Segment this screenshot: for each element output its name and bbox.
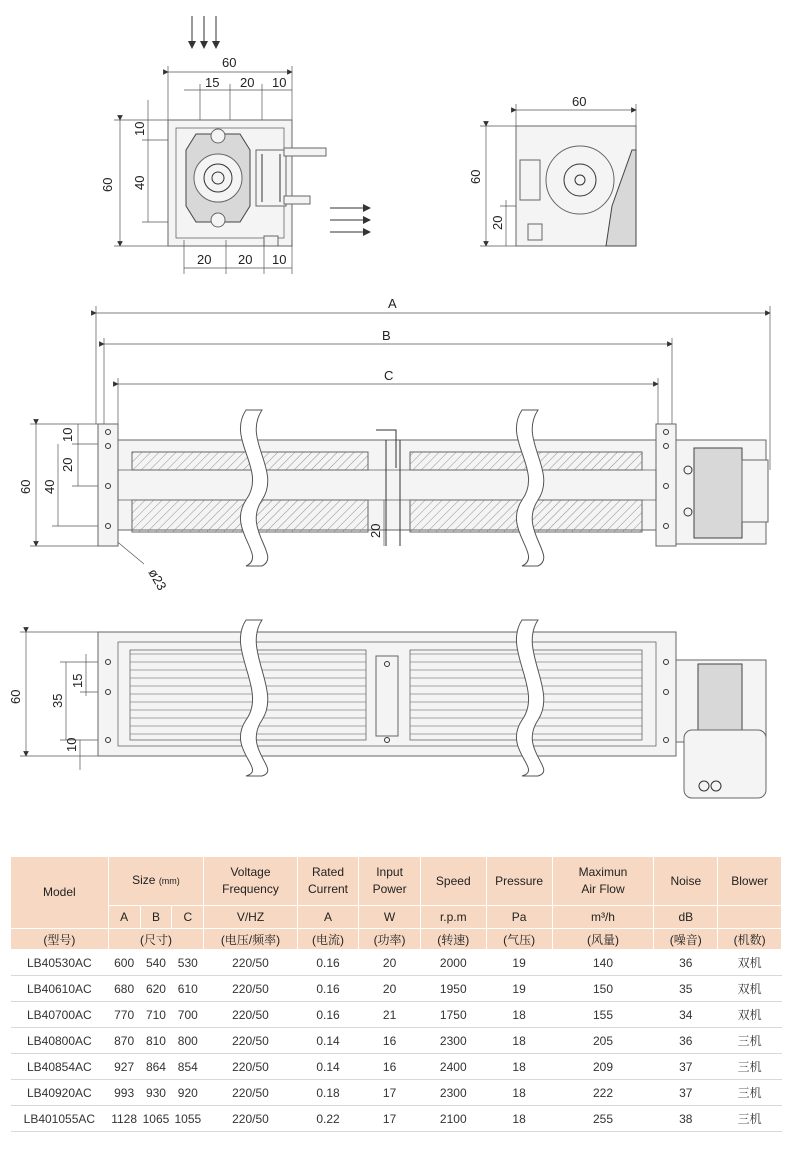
table-cell: 220/50	[204, 1002, 297, 1028]
table-cell: LB40530AC	[11, 950, 109, 976]
table-cell: 600	[108, 950, 140, 976]
cn-noise: (噪音)	[654, 929, 718, 950]
top-view	[18, 296, 770, 593]
end-view-left	[100, 16, 370, 274]
dim-10-mid: 10	[60, 427, 75, 442]
dim-B: B	[382, 328, 391, 343]
table-cell: 710	[140, 1002, 172, 1028]
table-cell: 810	[140, 1028, 172, 1054]
table-cell: 0.14	[297, 1054, 359, 1080]
dim-60-mid: 60	[18, 479, 33, 494]
table-cell: 34	[654, 1002, 718, 1028]
airflow-out-arrows	[330, 208, 370, 232]
table-cell: 530	[172, 950, 204, 976]
table-cell: LB40800AC	[11, 1028, 109, 1054]
table-cell: 双机	[718, 976, 782, 1002]
unit-power: W	[359, 906, 421, 929]
dim-20-right-side: 20	[490, 215, 505, 230]
dim-20-top: 20	[240, 75, 255, 90]
table-cell: 920	[172, 1080, 204, 1106]
cn-model: (型号)	[11, 929, 109, 950]
table-cell: 三机	[718, 1028, 782, 1054]
unit-speed: r.p.m	[420, 906, 486, 929]
table-cell: 220/50	[204, 1080, 297, 1106]
dim-40-mid: 40	[42, 479, 57, 494]
table-row	[11, 976, 782, 1002]
table-cell: 1950	[420, 976, 486, 1002]
cn-pressure: (气压)	[486, 929, 552, 950]
dim-60-top: 60	[222, 55, 237, 70]
table-cell: 0.18	[297, 1080, 359, 1106]
header-size: Size (mm)	[108, 857, 204, 906]
header-airflow: Maximun Air Flow	[552, 857, 654, 906]
dim-15: 15	[205, 75, 220, 90]
table-cell: 540	[140, 950, 172, 976]
unit-pressure: Pa	[486, 906, 552, 929]
cn-power: (功率)	[359, 929, 421, 950]
table-cell: 220/50	[204, 1028, 297, 1054]
table-cell: 16	[359, 1028, 421, 1054]
table-cell: 255	[552, 1106, 654, 1132]
dim-20-bottom-b: 20	[238, 252, 253, 267]
table-cell: 0.14	[297, 1028, 359, 1054]
table-row	[11, 950, 782, 976]
table-cell: 140	[552, 950, 654, 976]
table-cell: 0.16	[297, 1002, 359, 1028]
dim-A: A	[388, 296, 397, 311]
table-cell: 1055	[172, 1106, 204, 1132]
table-cell: 18	[486, 1054, 552, 1080]
dim-35-bottom: 35	[50, 693, 65, 708]
table-row	[11, 1028, 782, 1054]
table-cell: 38	[654, 1106, 718, 1132]
end-view-right	[468, 94, 636, 246]
table-cell: 770	[108, 1002, 140, 1028]
cn-speed: (转速)	[420, 929, 486, 950]
table-cell: LB40920AC	[11, 1080, 109, 1106]
table-cell: 16	[359, 1054, 421, 1080]
table-cell: LB40700AC	[11, 1002, 109, 1028]
header-noise: Noise	[654, 857, 718, 906]
dim-10-bottom: 10	[64, 737, 79, 752]
unit-blower	[718, 906, 782, 929]
table-cell: 222	[552, 1080, 654, 1106]
table-cell: 700	[172, 1002, 204, 1028]
table-cell: LB401055AC	[11, 1106, 109, 1132]
unit-b: B	[140, 906, 172, 929]
table-cell: 三机	[718, 1106, 782, 1132]
unit-a: A	[108, 906, 140, 929]
dim-60-right-top: 60	[572, 94, 587, 109]
dim-15-bottom: 15	[70, 673, 85, 688]
dim-diameter-23: ø23	[145, 566, 170, 593]
table-cell: 37	[654, 1054, 718, 1080]
table-cell: 21	[359, 1002, 421, 1028]
table-row	[11, 1002, 782, 1028]
table-cell: 610	[172, 976, 204, 1002]
table-cell: 220/50	[204, 950, 297, 976]
table-cell: 680	[108, 976, 140, 1002]
table-cell: LB40610AC	[11, 976, 109, 1002]
header-pressure: Pressure	[486, 857, 552, 906]
table-cell: 927	[108, 1054, 140, 1080]
table-cell: 36	[654, 950, 718, 976]
table-cell: 17	[359, 1080, 421, 1106]
dim-10-left: 10	[132, 121, 147, 136]
table-cell: 209	[552, 1054, 654, 1080]
table-cell: 18	[486, 1106, 552, 1132]
table-cell: 155	[552, 1002, 654, 1028]
table-cell: 1750	[420, 1002, 486, 1028]
table-cell: 双机	[718, 950, 782, 976]
table-cell: 2000	[420, 950, 486, 976]
cn-size: (尺寸)	[108, 929, 204, 950]
table-cell: 220/50	[204, 976, 297, 1002]
table-cell: 620	[140, 976, 172, 1002]
table-cell: 1065	[140, 1106, 172, 1132]
spec-table	[10, 856, 782, 1132]
table-cell: 18	[486, 1028, 552, 1054]
cn-voltage: (电压/频率)	[204, 929, 297, 950]
table-header-row	[11, 857, 782, 906]
dim-10-bottom: 10	[272, 252, 287, 267]
table-cell: 205	[552, 1028, 654, 1054]
table-cell: 19	[486, 950, 552, 976]
airflow-in-arrows	[192, 16, 216, 48]
spec-table-body	[11, 950, 782, 1132]
dim-20-mid: 20	[60, 457, 75, 472]
table-cell: LB40854AC	[11, 1054, 109, 1080]
dim-20-bottom-a: 20	[197, 252, 212, 267]
table-cell: 36	[654, 1028, 718, 1054]
cn-blower: (机数)	[718, 929, 782, 950]
header-model: Model	[11, 857, 109, 929]
cn-current: (电流)	[297, 929, 359, 950]
table-cell: 18	[486, 1002, 552, 1028]
table-cell: 2300	[420, 1080, 486, 1106]
table-cell: 2400	[420, 1054, 486, 1080]
dim-60-right-side: 60	[468, 169, 483, 184]
unit-c: C	[172, 906, 204, 929]
table-cell: 993	[108, 1080, 140, 1106]
table-cell: 0.16	[297, 976, 359, 1002]
dim-40-left: 40	[132, 175, 147, 190]
table-cell: 37	[654, 1080, 718, 1106]
unit-voltage: V/HZ	[204, 906, 297, 929]
dim-10-top: 10	[272, 75, 287, 90]
table-cell: 三机	[718, 1054, 782, 1080]
dim-C: C	[384, 368, 394, 383]
table-row	[11, 1080, 782, 1106]
dim-60-bottom: 60	[8, 689, 23, 704]
table-cell: 20	[359, 976, 421, 1002]
dim-20-mid-right: 20	[368, 523, 383, 538]
table-units-row	[11, 906, 782, 929]
table-cell: 930	[140, 1080, 172, 1106]
table-cell: 17	[359, 1106, 421, 1132]
table-cell: 864	[140, 1054, 172, 1080]
table-cell: 220/50	[204, 1054, 297, 1080]
table-cell: 18	[486, 1080, 552, 1106]
header-power: Input Power	[359, 857, 421, 906]
cn-airflow: (风量)	[552, 929, 654, 950]
dim-60-left: 60	[100, 177, 115, 192]
table-cell: 150	[552, 976, 654, 1002]
table-cell: 20	[359, 950, 421, 976]
table-cell: 800	[172, 1028, 204, 1054]
table-cell: 19	[486, 976, 552, 1002]
table-cell: 2100	[420, 1106, 486, 1132]
unit-noise: dB	[654, 906, 718, 929]
table-cell: 2300	[420, 1028, 486, 1054]
header-blower: Blower	[718, 857, 782, 906]
table-cell: 35	[654, 976, 718, 1002]
table-cell: 0.16	[297, 950, 359, 976]
table-cell: 0.22	[297, 1106, 359, 1132]
table-chinese-row	[11, 929, 782, 950]
front-view	[8, 620, 766, 798]
table-cell: 三机	[718, 1080, 782, 1106]
table-cell: 双机	[718, 1002, 782, 1028]
table-row	[11, 1054, 782, 1080]
header-voltage: Voltage Frequency	[204, 857, 297, 906]
table-cell: 220/50	[204, 1106, 297, 1132]
table-cell: 870	[108, 1028, 140, 1054]
header-speed: Speed	[420, 857, 486, 906]
table-cell: 854	[172, 1054, 204, 1080]
unit-airflow: m³/h	[552, 906, 654, 929]
header-current: Rated Current	[297, 857, 359, 906]
table-cell: 1128	[108, 1106, 140, 1132]
unit-current: A	[297, 906, 359, 929]
table-row	[11, 1106, 782, 1132]
